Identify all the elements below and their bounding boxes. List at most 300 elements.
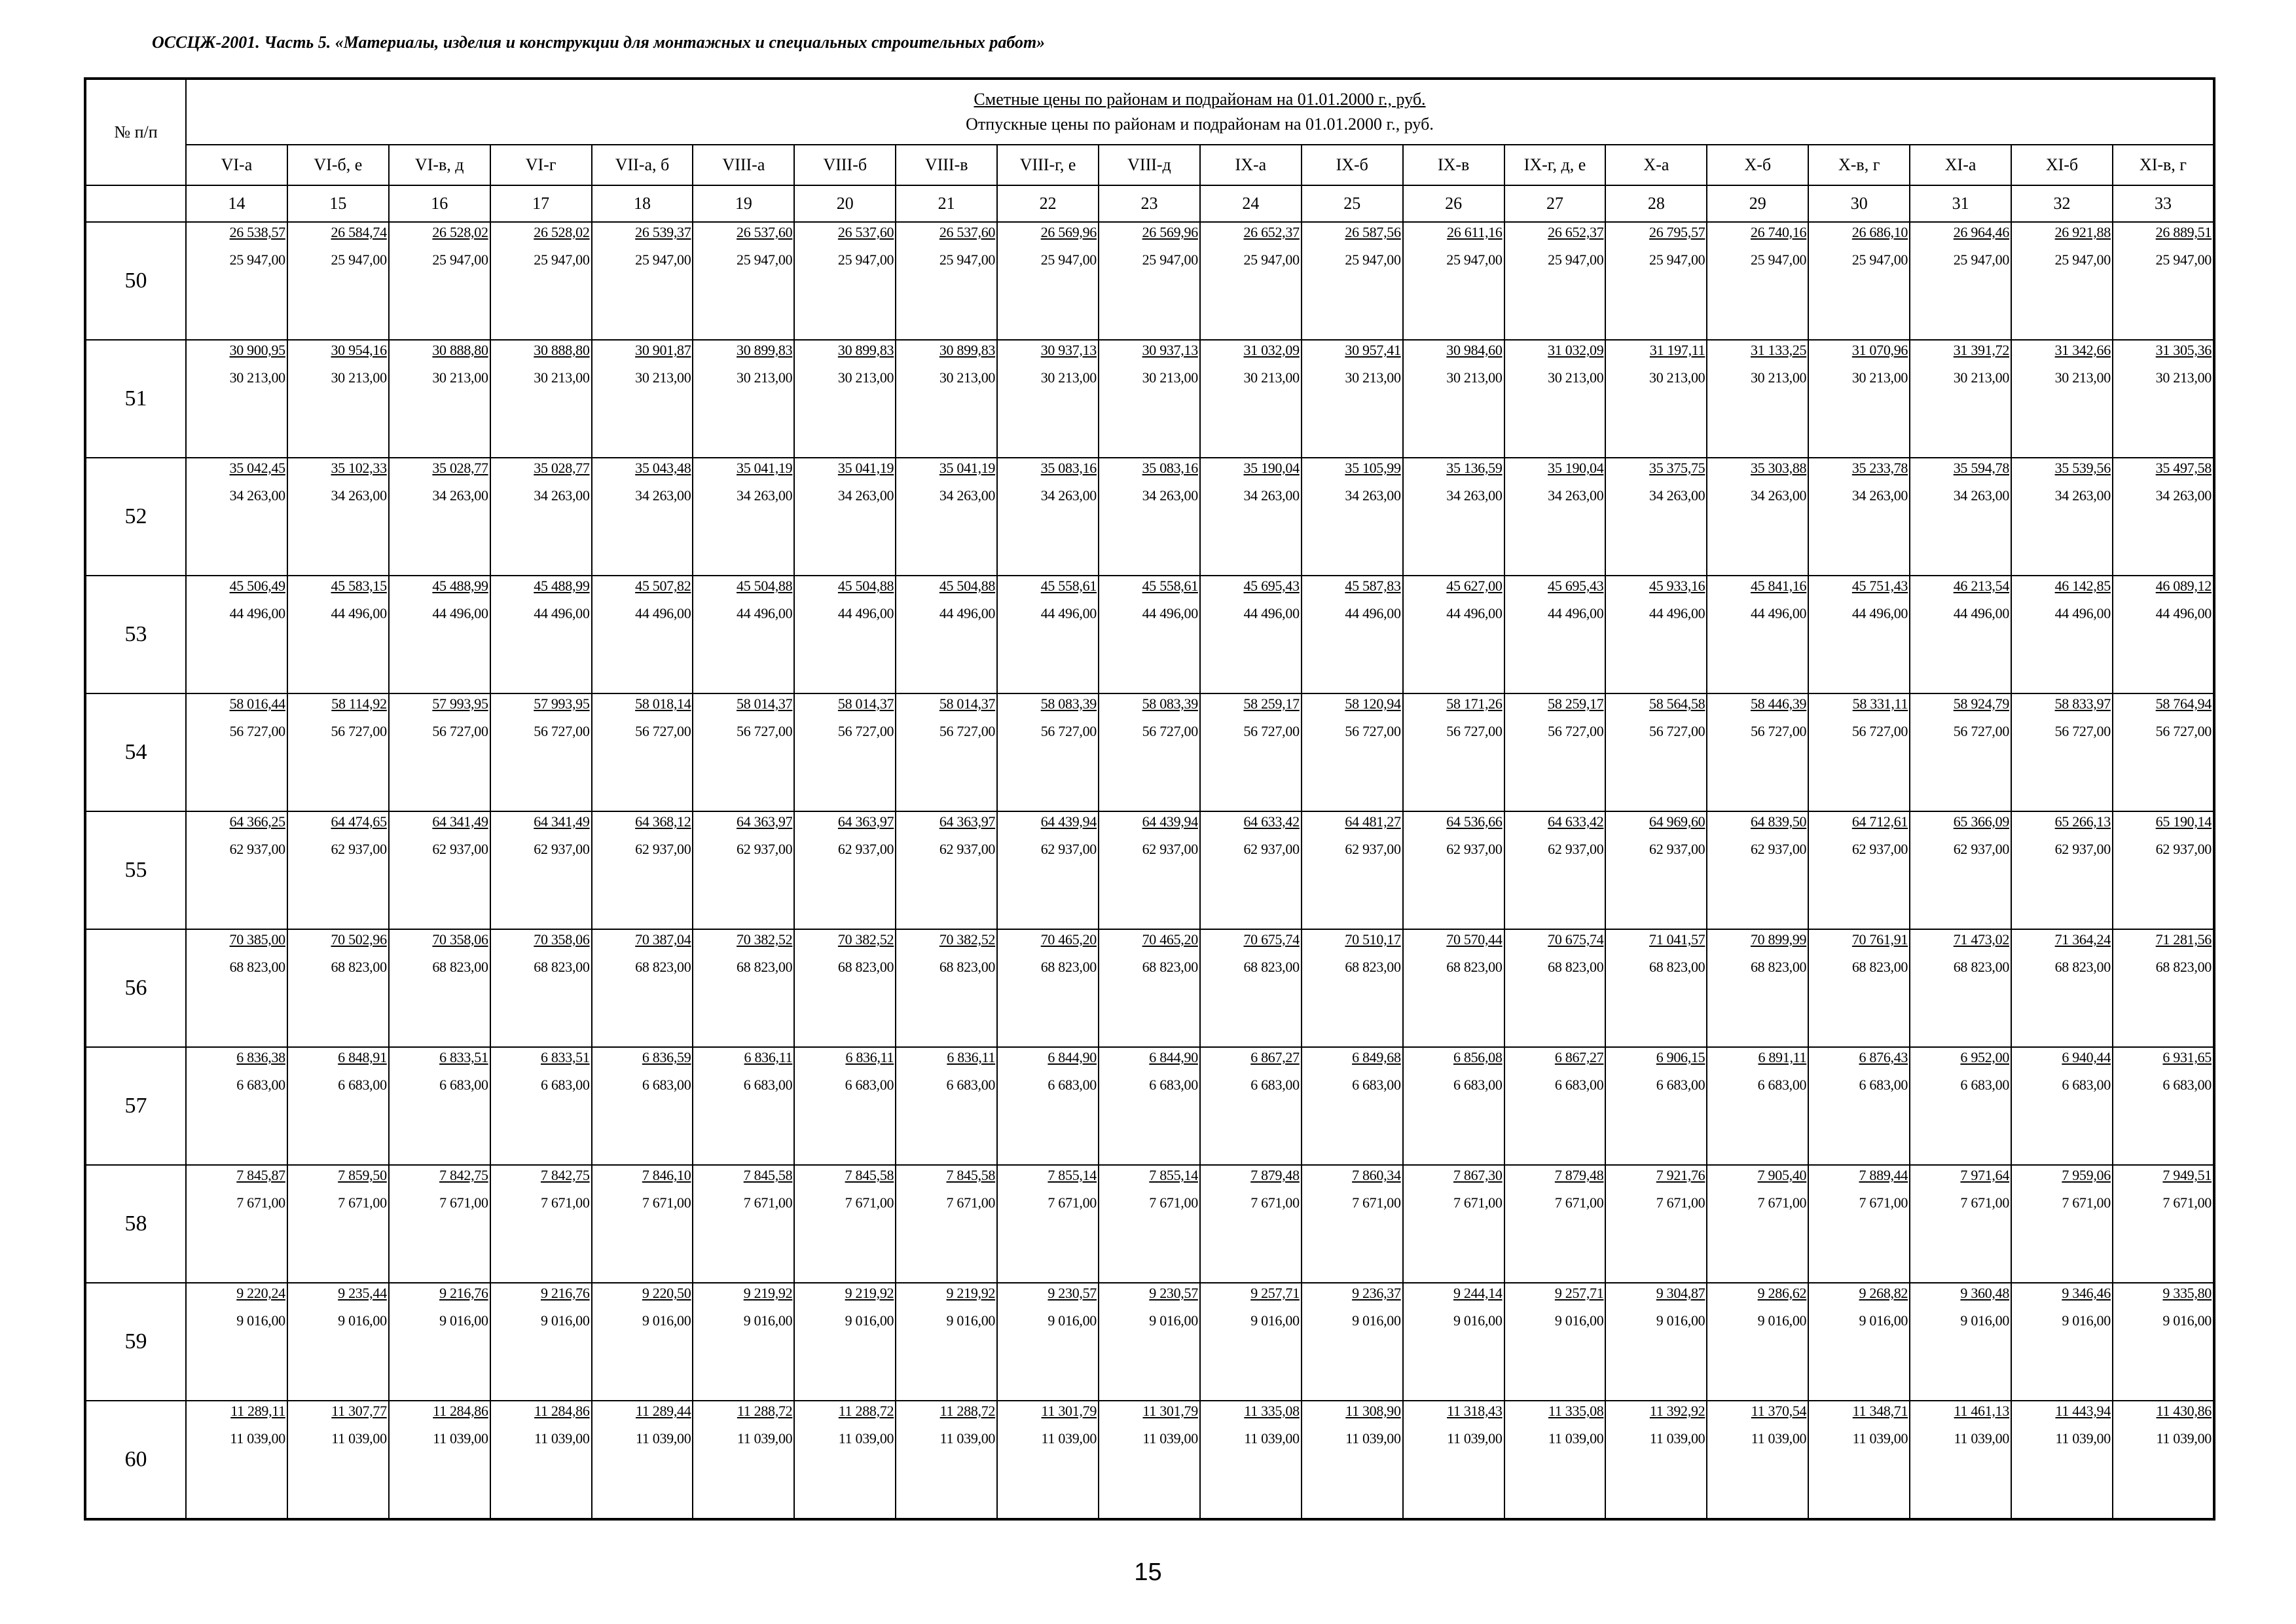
estimate-price: 35 497,58	[2155, 460, 2212, 476]
estimate-price: 58 259,17	[1243, 695, 1300, 712]
estimate-price: 35 190,04	[1548, 460, 1604, 476]
estimate-price: 35 042,45	[229, 460, 285, 476]
estimate-price: 64 341,49	[432, 813, 488, 830]
estimate-price: 7 905,40	[1757, 1167, 1807, 1183]
estimate-price: 64 363,97	[837, 813, 894, 830]
release-price: 25 947,00	[534, 251, 590, 268]
estimate-price: 70 465,20	[1142, 931, 1198, 948]
release-price: 44 496,00	[635, 605, 691, 621]
estimate-price: 30 899,83	[737, 342, 793, 358]
column-number: 16	[389, 185, 490, 222]
release-price: 7 671,00	[2062, 1194, 2111, 1211]
estimate-price: 7 842,75	[540, 1167, 590, 1183]
release-price: 25 947,00	[1750, 251, 1807, 268]
price-cell	[592, 458, 693, 576]
price-cell	[1707, 1401, 1808, 1519]
estimate-price: 31 133,25	[1750, 342, 1807, 358]
release-price: 30 213,00	[837, 369, 894, 386]
estimate-price: 11 348,71	[1852, 1403, 1908, 1419]
release-price: 68 823,00	[1345, 959, 1401, 975]
release-price: 62 937,00	[737, 841, 793, 857]
estimate-price: 70 382,52	[837, 931, 894, 948]
column-number: 24	[1200, 185, 1302, 222]
release-price: 11 039,00	[433, 1430, 488, 1447]
release-price: 11 039,00	[534, 1430, 590, 1447]
estimate-price: 64 474,65	[331, 813, 387, 830]
release-price: 68 823,00	[737, 959, 793, 975]
price-cell	[1200, 693, 1302, 811]
price-cell	[2011, 811, 2113, 929]
release-price: 25 947,00	[331, 251, 387, 268]
price-cell	[1200, 929, 1302, 1047]
price-cell	[997, 222, 1099, 340]
estimate-price: 64 481,27	[1345, 813, 1401, 830]
estimate-price: 30 899,83	[837, 342, 894, 358]
price-cell	[1099, 929, 1200, 1047]
estimate-price: 70 465,20	[1040, 931, 1097, 948]
release-price: 6 683,00	[946, 1077, 996, 1093]
estimate-price: 64 633,42	[1243, 813, 1300, 830]
release-price: 9 016,00	[2162, 1312, 2212, 1329]
price-cell	[997, 1283, 1099, 1401]
estimate-price: 6 867,27	[1250, 1049, 1300, 1065]
release-price: 25 947,00	[229, 251, 285, 268]
price-cell	[592, 576, 693, 693]
estimate-price: 46 142,85	[2054, 578, 2111, 594]
row-number: 53	[85, 576, 186, 693]
estimate-price: 11 308,90	[1345, 1403, 1401, 1419]
estimate-price: 7 879,48	[1554, 1167, 1604, 1183]
estimate-price: 9 219,92	[845, 1285, 894, 1301]
price-cell	[1403, 693, 1504, 811]
price-cell	[693, 1165, 794, 1283]
column-number: 26	[1403, 185, 1504, 222]
region-header: VI-г	[490, 145, 592, 185]
estimate-price: 64 363,97	[737, 813, 793, 830]
estimate-price: 58 564,58	[1649, 695, 1705, 712]
price-cell	[2113, 222, 2214, 340]
estimate-price: 26 611,16	[1447, 224, 1503, 240]
price-cell	[1910, 693, 2011, 811]
price-cell	[1707, 340, 1808, 458]
price-cell	[896, 693, 997, 811]
estimate-price: 9 257,71	[1554, 1285, 1604, 1301]
price-cell	[1605, 576, 1707, 693]
release-price: 11 039,00	[1548, 1430, 1604, 1447]
release-prices-header: Отпускные цены по районам и подрайонам на 01.01.2000 г., руб.	[966, 115, 1434, 134]
estimate-price: 30 984,60	[1446, 342, 1503, 358]
price-cell	[287, 693, 389, 811]
estimate-price: 11 284,86	[534, 1403, 590, 1419]
release-price: 44 496,00	[1446, 605, 1503, 621]
price-cell	[1910, 1165, 2011, 1283]
price-cell	[1200, 1401, 1302, 1519]
estimate-price: 11 289,44	[635, 1403, 691, 1419]
estimate-price: 7 845,58	[743, 1167, 793, 1183]
estimate-price: 9 219,92	[946, 1285, 996, 1301]
price-cell	[1200, 1047, 1302, 1165]
release-price: 9 016,00	[1048, 1312, 1097, 1329]
estimate-price: 26 569,96	[1040, 224, 1097, 240]
release-price: 6 683,00	[642, 1077, 691, 1093]
table-row	[85, 458, 2214, 576]
estimate-price: 58 083,39	[1040, 695, 1097, 712]
price-cell	[1605, 929, 1707, 1047]
estimate-price: 45 751,43	[1851, 578, 1908, 594]
price-cell	[693, 458, 794, 576]
release-price: 7 671,00	[338, 1194, 387, 1211]
price-cell	[1605, 222, 1707, 340]
release-price: 11 039,00	[1751, 1430, 1807, 1447]
table-row	[85, 222, 2214, 340]
release-price: 11 039,00	[1345, 1430, 1401, 1447]
release-price: 56 727,00	[2155, 723, 2212, 739]
price-cell	[287, 1047, 389, 1165]
price-cell	[997, 811, 1099, 929]
release-price: 62 937,00	[2155, 841, 2212, 857]
column-number: 32	[2011, 185, 2113, 222]
estimate-price: 31 391,72	[1953, 342, 2010, 358]
release-price: 34 263,00	[1953, 487, 2010, 504]
estimate-price: 9 220,50	[642, 1285, 691, 1301]
estimate-price: 58 833,97	[2054, 695, 2111, 712]
estimate-price: 26 587,56	[1345, 224, 1401, 240]
price-cell	[1910, 1401, 2011, 1519]
release-price: 34 263,00	[2155, 487, 2212, 504]
release-price: 56 727,00	[1446, 723, 1503, 739]
estimate-price: 35 043,48	[635, 460, 691, 476]
release-price: 25 947,00	[1649, 251, 1705, 268]
price-cell	[1808, 1283, 1910, 1401]
release-price: 30 213,00	[534, 369, 590, 386]
release-price: 68 823,00	[1953, 959, 2010, 975]
release-price: 9 016,00	[236, 1312, 285, 1329]
running-header: ОССЦЖ-2001. Часть 5. «Материалы, изделия и конструкции для монтажных и специальных строительных работ»	[152, 33, 1046, 52]
estimate-price: 6 952,00	[1960, 1049, 2010, 1065]
estimate-price: 35 102,33	[331, 460, 387, 476]
price-cell	[2113, 811, 2214, 929]
release-price: 11 039,00	[230, 1430, 285, 1447]
estimate-price: 9 216,76	[540, 1285, 590, 1301]
estimate-price: 70 358,06	[534, 931, 590, 948]
table-row	[85, 693, 2214, 811]
estimate-price: 70 570,44	[1446, 931, 1503, 948]
release-price: 44 496,00	[1040, 605, 1097, 621]
price-cell	[2113, 576, 2214, 693]
price-cell	[1808, 1165, 1910, 1283]
release-price: 25 947,00	[737, 251, 793, 268]
price-cell	[1200, 340, 1302, 458]
release-price: 6 683,00	[1656, 1077, 1705, 1093]
price-cell	[1808, 811, 1910, 929]
price-cell	[693, 1283, 794, 1401]
estimate-price: 9 219,92	[743, 1285, 793, 1301]
price-cell	[794, 1047, 896, 1165]
estimate-price: 26 537,60	[737, 224, 793, 240]
release-price: 30 213,00	[939, 369, 996, 386]
estimate-price: 35 028,77	[534, 460, 590, 476]
estimate-price: 31 342,66	[2054, 342, 2111, 358]
price-cell	[1099, 1165, 1200, 1283]
estimate-price: 26 539,37	[635, 224, 691, 240]
release-price: 9 016,00	[439, 1312, 488, 1329]
price-cell	[1910, 929, 2011, 1047]
estimate-price: 6 940,44	[2062, 1049, 2111, 1065]
estimate-price: 26 740,16	[1750, 224, 1807, 240]
table-row	[85, 1047, 2214, 1165]
release-price: 56 727,00	[1649, 723, 1705, 739]
estimate-price: 64 341,49	[534, 813, 590, 830]
release-price: 62 937,00	[1040, 841, 1097, 857]
price-cell	[1605, 1047, 1707, 1165]
price-cell	[1504, 811, 1606, 929]
release-price: 7 671,00	[1656, 1194, 1705, 1211]
release-price: 34 263,00	[737, 487, 793, 504]
estimate-price: 9 346,46	[2062, 1285, 2111, 1301]
price-cell	[592, 811, 693, 929]
estimate-price: 30 901,87	[635, 342, 691, 358]
release-price: 68 823,00	[837, 959, 894, 975]
price-cell	[287, 1283, 389, 1401]
estimate-price: 6 836,11	[947, 1049, 996, 1065]
release-price: 9 016,00	[743, 1312, 793, 1329]
price-cell	[287, 929, 389, 1047]
release-price: 9 016,00	[1453, 1312, 1503, 1329]
release-price: 6 683,00	[1149, 1077, 1198, 1093]
region-header: XI-а	[1910, 145, 2011, 185]
region-header: VIII-д	[1099, 145, 1200, 185]
price-cell	[997, 929, 1099, 1047]
estimate-price: 30 888,80	[432, 342, 488, 358]
release-price: 62 937,00	[1750, 841, 1807, 857]
release-price: 62 937,00	[939, 841, 996, 857]
price-cell	[997, 458, 1099, 576]
price-cell	[1808, 693, 1910, 811]
price-cell	[287, 1401, 389, 1519]
release-price: 68 823,00	[2155, 959, 2212, 975]
release-price: 7 671,00	[540, 1194, 590, 1211]
estimate-price: 7 949,51	[2162, 1167, 2212, 1183]
price-cell	[1910, 576, 2011, 693]
estimate-price: 9 268,82	[1859, 1285, 1908, 1301]
estimate-price: 45 695,43	[1548, 578, 1604, 594]
release-price: 11 039,00	[737, 1430, 793, 1447]
release-price: 11 039,00	[2055, 1430, 2111, 1447]
price-cell	[2011, 1401, 2113, 1519]
column-number: 22	[997, 185, 1099, 222]
price-cell	[287, 811, 389, 929]
price-cell	[1302, 1047, 1403, 1165]
column-number-row	[85, 185, 2214, 222]
estimate-price: 58 014,37	[837, 695, 894, 712]
release-price: 34 263,00	[1851, 487, 1908, 504]
release-price: 6 683,00	[1352, 1077, 1401, 1093]
estimate-price: 9 304,87	[1656, 1285, 1705, 1301]
release-price: 56 727,00	[432, 723, 488, 739]
price-cell	[287, 576, 389, 693]
price-cell	[2011, 1283, 2113, 1401]
release-price: 34 263,00	[1649, 487, 1705, 504]
release-price: 7 671,00	[845, 1194, 894, 1211]
price-cell	[1605, 693, 1707, 811]
region-header: X-б	[1707, 145, 1808, 185]
release-price: 56 727,00	[1040, 723, 1097, 739]
release-price: 9 016,00	[1859, 1312, 1908, 1329]
release-price: 25 947,00	[939, 251, 996, 268]
release-price: 62 937,00	[1446, 841, 1503, 857]
estimate-price: 65 366,09	[1953, 813, 2010, 830]
release-price: 30 213,00	[229, 369, 285, 386]
release-price: 11 039,00	[1244, 1430, 1300, 1447]
estimate-price: 6 836,11	[744, 1049, 793, 1065]
release-price: 11 039,00	[1954, 1430, 2010, 1447]
estimate-price: 45 488,99	[534, 578, 590, 594]
price-cell	[2011, 576, 2113, 693]
release-price: 7 671,00	[1149, 1194, 1198, 1211]
release-price: 56 727,00	[1243, 723, 1300, 739]
table-row	[85, 929, 2214, 1047]
estimate-prices-header: Сметные цены по районам и подрайонам на 01.01.2000 г., руб.	[974, 90, 1426, 109]
release-price: 7 671,00	[236, 1194, 285, 1211]
estimate-price: 70 358,06	[432, 931, 488, 948]
release-price: 9 016,00	[642, 1312, 691, 1329]
estimate-price: 45 507,82	[635, 578, 691, 594]
estimate-price: 11 461,13	[1954, 1403, 2010, 1419]
price-cell	[490, 1401, 592, 1519]
price-cell	[1808, 1401, 1910, 1519]
release-price: 44 496,00	[2054, 605, 2111, 621]
release-price: 62 937,00	[331, 841, 387, 857]
price-cell	[1099, 1401, 1200, 1519]
row-number: 56	[85, 929, 186, 1047]
estimate-price: 58 014,37	[939, 695, 996, 712]
estimate-price: 58 171,26	[1446, 695, 1503, 712]
estimate-price: 64 633,42	[1548, 813, 1604, 830]
price-cell	[997, 1401, 1099, 1519]
estimate-price: 70 387,04	[635, 931, 691, 948]
region-header: VIII-в	[896, 145, 997, 185]
release-price: 25 947,00	[1953, 251, 2010, 268]
release-price: 9 016,00	[2062, 1312, 2111, 1329]
price-cell	[1605, 1165, 1707, 1283]
price-cell	[2113, 340, 2214, 458]
release-price: 68 823,00	[2054, 959, 2111, 975]
estimate-price: 31 032,09	[1548, 342, 1604, 358]
release-price: 7 671,00	[1250, 1194, 1300, 1211]
price-cell	[997, 1165, 1099, 1283]
column-number: 21	[896, 185, 997, 222]
price-cell	[1200, 222, 1302, 340]
estimate-price: 11 288,72	[838, 1403, 894, 1419]
estimate-price: 45 504,88	[939, 578, 996, 594]
price-cell	[2011, 693, 2113, 811]
estimate-price: 6 867,27	[1554, 1049, 1604, 1065]
release-price: 34 263,00	[432, 487, 488, 504]
price-cell	[997, 1047, 1099, 1165]
price-cell	[2011, 1165, 2113, 1283]
release-price: 9 016,00	[1554, 1312, 1604, 1329]
release-price: 7 671,00	[1960, 1194, 2010, 1211]
price-cell	[1403, 1401, 1504, 1519]
release-price: 7 671,00	[1554, 1194, 1604, 1211]
estimate-price: 35 233,78	[1851, 460, 1908, 476]
price-cell	[997, 576, 1099, 693]
estimate-price: 7 845,58	[946, 1167, 996, 1183]
price-cell	[693, 811, 794, 929]
price-cell	[389, 340, 490, 458]
price-cell	[693, 1401, 794, 1519]
release-price: 6 683,00	[2062, 1077, 2111, 1093]
estimate-price: 6 844,90	[1149, 1049, 1198, 1065]
release-price: 7 671,00	[1453, 1194, 1503, 1211]
release-price: 30 213,00	[737, 369, 793, 386]
release-price: 34 263,00	[1040, 487, 1097, 504]
price-cell	[1403, 458, 1504, 576]
release-price: 34 263,00	[1446, 487, 1503, 504]
price-cell	[2113, 1283, 2214, 1401]
estimate-price: 6 848,91	[338, 1049, 387, 1065]
price-cell	[896, 222, 997, 340]
release-price: 62 937,00	[1345, 841, 1401, 857]
price-cell	[1099, 693, 1200, 811]
region-header-row	[85, 145, 2214, 185]
release-price: 56 727,00	[1142, 723, 1198, 739]
estimate-price: 35 136,59	[1446, 460, 1503, 476]
price-cell	[1504, 340, 1606, 458]
release-price: 56 727,00	[1548, 723, 1604, 739]
release-price: 44 496,00	[1548, 605, 1604, 621]
release-price: 30 213,00	[1649, 369, 1705, 386]
region-header: IX-б	[1302, 145, 1403, 185]
price-cell	[693, 693, 794, 811]
release-price: 30 213,00	[2054, 369, 2111, 386]
release-price: 62 937,00	[229, 841, 285, 857]
release-price: 34 263,00	[939, 487, 996, 504]
price-table	[84, 77, 2215, 1521]
estimate-price: 45 504,88	[737, 578, 793, 594]
release-price: 56 727,00	[2054, 723, 2111, 739]
row-number: 55	[85, 811, 186, 929]
price-cell	[997, 340, 1099, 458]
price-cell	[186, 811, 287, 929]
price-cell	[1504, 458, 1606, 576]
price-cell	[1910, 340, 2011, 458]
estimate-price: 6 833,51	[439, 1049, 488, 1065]
price-cell	[1099, 340, 1200, 458]
row-number: 54	[85, 693, 186, 811]
release-price: 62 937,00	[534, 841, 590, 857]
estimate-price: 45 558,61	[1142, 578, 1198, 594]
region-header: VII-а, б	[592, 145, 693, 185]
release-price: 6 683,00	[1960, 1077, 2010, 1093]
price-cell	[1707, 222, 1808, 340]
release-price: 30 213,00	[331, 369, 387, 386]
estimate-price: 26 652,37	[1548, 224, 1604, 240]
column-number: 29	[1707, 185, 1808, 222]
release-price: 34 263,00	[229, 487, 285, 504]
estimate-price: 7 846,10	[642, 1167, 691, 1183]
price-cell	[2113, 1047, 2214, 1165]
release-price: 68 823,00	[1142, 959, 1198, 975]
release-price: 6 683,00	[1757, 1077, 1807, 1093]
release-price: 7 671,00	[2162, 1194, 2212, 1211]
estimate-price: 26 569,96	[1142, 224, 1198, 240]
release-price: 34 263,00	[331, 487, 387, 504]
price-cell	[186, 1401, 287, 1519]
release-price: 11 039,00	[1852, 1430, 1908, 1447]
estimate-price: 26 584,74	[331, 224, 387, 240]
table-row	[85, 340, 2214, 458]
